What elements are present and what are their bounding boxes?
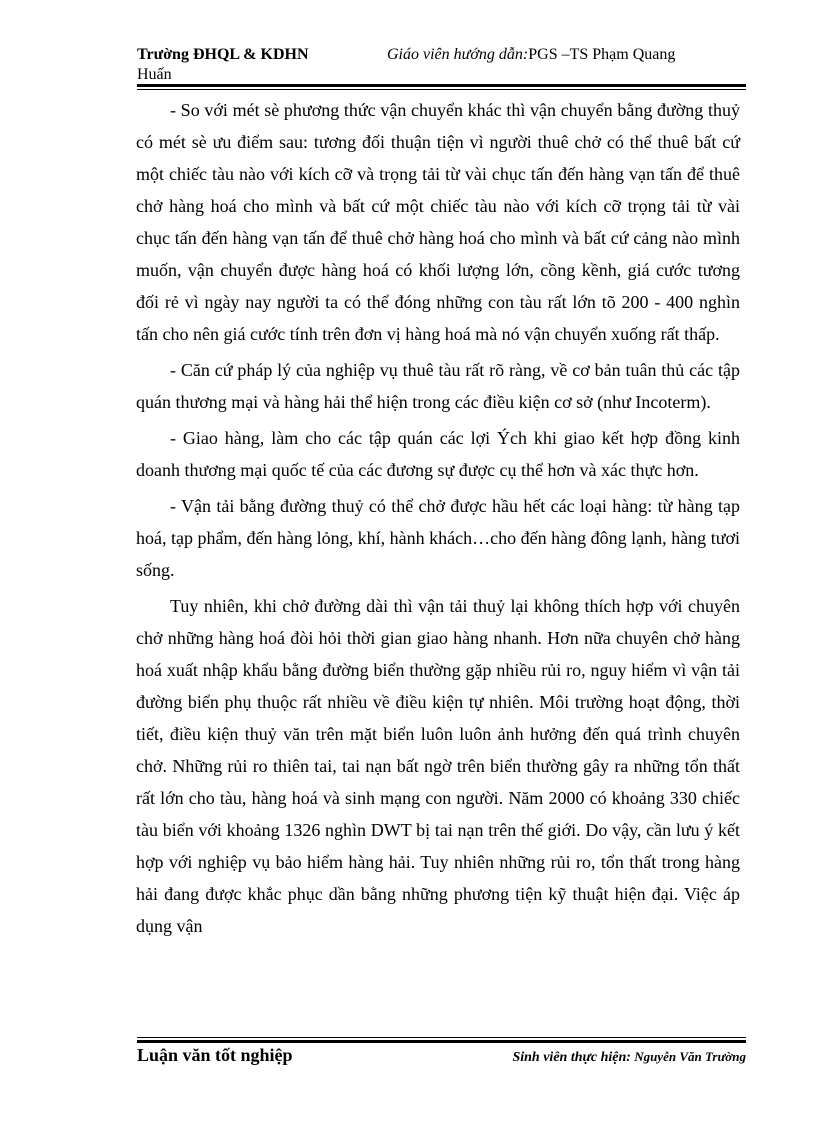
body-text: [136, 94, 740, 946]
paragraph: - So với mét sè phương thức vận chuyển khác thì vận chuyển bằng đường thuỷ có mét sè ưu điểm sau: tương đối thuận tiện vì người thuê chở có thể thuê bất cứ một chiếc tàu nào với kích cỡ và trọng tải từ vài chục tấn đến hàng vạn tấn để thuê chở hàng hoá cho mình và bất cứ một chiếc tàu nào với kích cỡ trọng tải từ vài chục tấn đến hàng vạn tấn để thuê chở hàng hoá cho mình và bất cứ cảng nào mình muốn, vận chuyển được hàng hoá có khối lượng lớn, cồng kềnh, giá cước tương đối rẻ vì ngày nay người ta có thể đóng những con tàu rất lớn tõ 200 - 400 nghìn tấn cho nên giá cước tính trên đơn vị hàng hoá mà nó vận chuyển xuống rất thấp.: [136, 100, 740, 344]
page-footer: [137, 1045, 746, 1066]
advisor-name-wrap: Huấn: [137, 66, 172, 83]
advisor-label: Giáo viên hướng dẫn:: [387, 46, 529, 63]
header-rule-thick: [137, 84, 746, 87]
footer-rule-thick: [137, 1040, 746, 1043]
paragraph: Tuy nhiên, khi chở đường dài thì vận tải thuỷ lại không thích hợp với chuyên chở những hàng hoá đòi hỏi thời gian giao hàng nhanh. Hơn nữa chuyên chở hàng hoá xuất nhập khẩu bằng đường biển thường gặp nhiều rủi ro, nguy hiểm vì vận tải đường biển phụ thuộc rất nhiều về điều kiện tự nhiên. Môi trường hoạt động, thời tiết, điều kiện thuỷ văn trên mặt biển luôn luôn ảnh hưởng đến quá trình chuyên chở. Những rủi ro thiên tai, tai nạn bất ngờ trên biển thường gây ra những tổn thất rất lớn cho tàu, hàng hoá và sinh mạng con người. Năm 2000 có khoảng 330 chiếc tàu biển với khoảng 1326 nghìn DWT bị tai nạn trên thế giới. Do vậy, cần lưu ý kết hợp với nghiệp vụ bảo hiểm hàng hải. Tuy nhiên những rủi ro, tổn thất trong hàng hải đang được khắc phục dần bằng những phương tiện kỹ thuật hiện đại. Việc áp dụng vận: [136, 596, 740, 936]
paragraph: - Giao hàng, làm cho các tập quán các lợi Ých khi giao kết hợp đồng kinh doanh thương mại quốc tế của các đương sự được cụ thể hơn và xác thực hơn.: [136, 428, 740, 480]
header-rule-thin: [137, 89, 746, 90]
paragraph: - Vận tải bằng đường thuỷ có thể chở được hầu hết các loại hàng: từ hàng tạp hoá, tạp phẩm, đến hàng lỏng, khí, hành khách…cho đến hàng đông lạnh, hàng tươi sống.: [136, 496, 740, 580]
paragraph: - Căn cứ pháp lý của nghiệp vụ thuê tàu rất rõ ràng, về cơ bản tuân thủ các tập quán thương mại và hàng hải thể hiện trong các điều kiện cơ sở (như Incoterm).: [136, 360, 740, 412]
advisor-name: PGS –TS Phạm Quang: [528, 46, 676, 63]
school-name: Trường ĐHQL & KDHN: [137, 46, 309, 63]
header-row: [137, 45, 747, 65]
thesis-title: Luận văn tốt nghiệp: [137, 1045, 293, 1065]
student-label: Sinh viên thực hiện:: [512, 1050, 631, 1065]
student-info: [512, 1048, 746, 1066]
page-header: [137, 45, 747, 85]
footer-rule-thin: [137, 1037, 746, 1038]
student-name: Nguyễn Văn Trường: [630, 1049, 746, 1064]
